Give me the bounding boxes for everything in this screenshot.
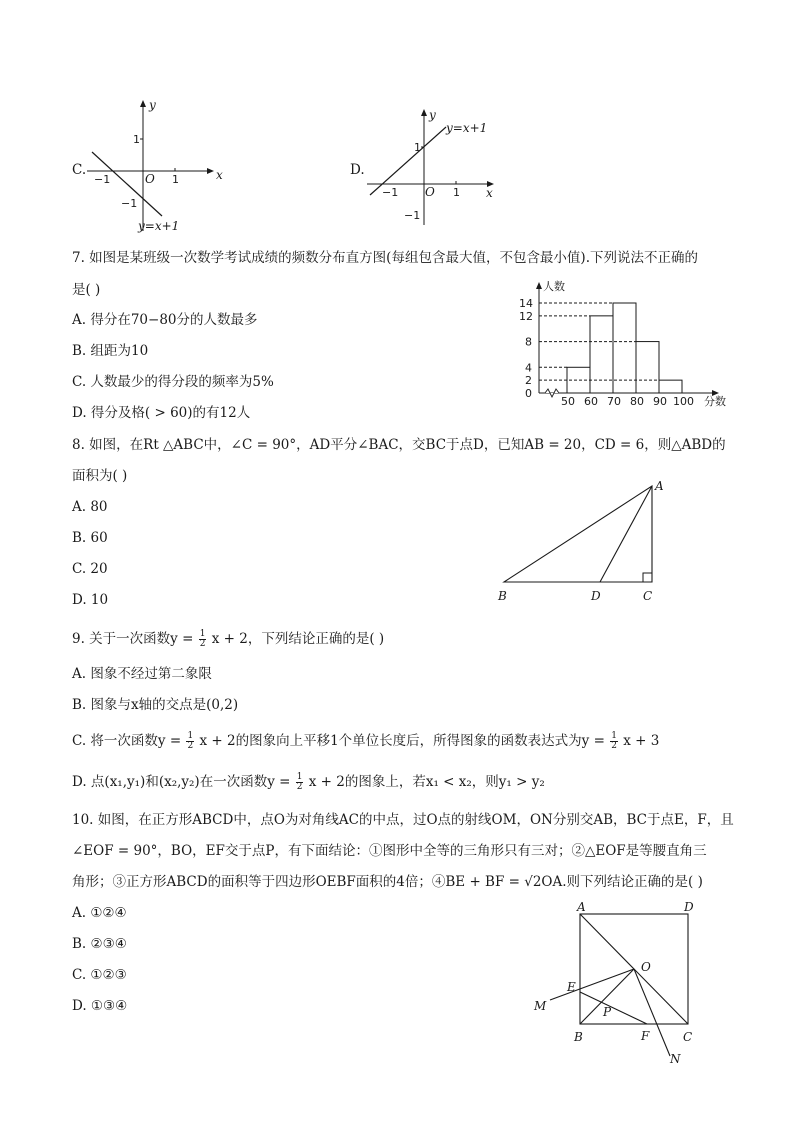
line-label: y=x+1: [138, 219, 180, 233]
fraction-den: 2: [199, 639, 206, 649]
y-axis-label: 人数: [543, 280, 565, 293]
histogram-bar: [613, 303, 636, 393]
q7-histogram: [505, 278, 725, 413]
point-f-label: F: [641, 1029, 650, 1043]
q9-option-a[interactable]: A. 图象不经过第二象限: [72, 666, 212, 682]
fraction-num: 1: [296, 772, 303, 782]
q6-graph-c: [82, 96, 222, 236]
tick-x-pos: 1: [172, 173, 179, 186]
q10-stem-line2: ∠EOF = 90°，BO，EF交于点P，有下面结论：①图形中全等的三角形只有三对；②△EOF是等腰直角三: [72, 843, 707, 859]
q10-stem-line1: 10. 如图，在正方形ABCD中，点O为对角线AC的中点，过O点的射线OM，ON分别交AB，BC于点E，F，且: [72, 812, 734, 828]
fraction: [610, 732, 618, 751]
origin-label: O: [145, 172, 155, 186]
x-axis-label: 分数: [704, 395, 726, 408]
x-tick-label: 100: [673, 395, 694, 408]
q8-option-b[interactable]: B. 60: [72, 530, 108, 546]
q6-option-c-label[interactable]: C.: [72, 162, 87, 178]
q7-stem-line2: 是( ): [72, 282, 101, 298]
tick-y-pos: 1: [414, 141, 421, 154]
point-p-label: P: [603, 1005, 612, 1019]
y-tick-label: 2: [525, 374, 532, 388]
y-tick-label: 14: [519, 297, 533, 310]
q9-option-d[interactable]: [72, 772, 545, 792]
segment-ad: [600, 486, 652, 582]
tick-y-neg: −1: [121, 197, 138, 210]
q9-option-c-post: x + 3: [623, 733, 660, 749]
q10-option-d[interactable]: D. ①③④: [72, 998, 128, 1014]
q10-option-b[interactable]: B. ②③④: [72, 936, 127, 952]
segment-ef: [580, 992, 647, 1024]
fraction: [199, 630, 207, 649]
point-n-label: N: [670, 1052, 681, 1066]
y-axis-arrow: [421, 109, 427, 116]
ray-om: [550, 969, 634, 1000]
q8-stem-line2: 面积为( ): [72, 468, 128, 484]
q10-option-c[interactable]: C. ①②③: [72, 967, 127, 983]
q9-option-c-pre: C. 将一次函数y =: [72, 733, 182, 749]
q8-option-c[interactable]: C. 20: [72, 561, 108, 577]
fraction-num: 1: [611, 731, 617, 741]
ray-on: [634, 969, 670, 1056]
x-tick-label: 60: [584, 395, 598, 408]
tick-x-neg: −1: [382, 186, 399, 199]
x-tick-label: 90: [653, 395, 667, 408]
y-axis-arrow: [536, 282, 542, 289]
right-angle-mark: [643, 573, 652, 582]
fraction: [186, 732, 194, 751]
q10-option-a[interactable]: A. ①②④: [72, 905, 127, 921]
q9-stem-pre: 9. 关于一次函数y =: [72, 631, 194, 647]
y-axis-arrow: [140, 100, 146, 107]
fraction-num: 1: [199, 629, 206, 639]
point-d-label: D: [684, 900, 694, 914]
q7-option-c[interactable]: C. 人数最少的得分段的频率为5%: [72, 374, 274, 390]
x-axis-label: x: [486, 186, 493, 200]
point-a-label: A: [577, 900, 586, 914]
tick-y-neg: −1: [404, 209, 421, 222]
point-b-label: B: [574, 1030, 583, 1044]
q9-stem-post: x + 2，下列结论正确的是( ): [211, 631, 385, 647]
point-a-label: A: [655, 479, 664, 493]
q6-option-d-label[interactable]: D.: [350, 162, 365, 178]
histogram-bar: [636, 342, 659, 393]
q7-stem-line1: 7. 如图是某班级一次数学考试成绩的频数分布直方图(每组包含最大值，不包含最小值).下列说法不正确的: [72, 250, 698, 266]
y-axis-label: y: [429, 108, 436, 122]
point-b-label: B: [498, 589, 507, 603]
histogram-bar: [659, 380, 682, 393]
fraction: [296, 773, 304, 792]
q7-option-a[interactable]: A. 得分在70−80分的人数最多: [72, 312, 258, 328]
q9-stem: [72, 629, 384, 649]
point-d-label: D: [591, 589, 601, 603]
q10-stem-line3: 角形；③正方形ABCD的面积等于四边形OEBF面积的4倍；④BE + BF = √2OA.则下列结论正确的是( ): [72, 874, 703, 890]
triangle-abc: [504, 486, 652, 582]
q8-option-a[interactable]: A. 80: [72, 499, 108, 515]
point-e-label: E: [567, 980, 576, 994]
q9-option-d-post: x + 2的图象上，若x₁ < x₂，则y₁ > y₂: [308, 774, 545, 790]
axis-break: [545, 389, 559, 397]
y-tick-label: 0: [525, 387, 532, 400]
point-o-label: O: [641, 960, 651, 974]
q7-option-d[interactable]: D. 得分及格( > 60)的有12人: [72, 405, 251, 421]
x-tick-label: 70: [607, 395, 621, 408]
q9-option-b[interactable]: B. 图象与x轴的交点是(0,2): [72, 697, 239, 713]
q9-option-c-mid: x + 2的图象向上平移1个单位长度后，所得图象的函数表达式为y =: [199, 733, 605, 749]
fraction-den: 2: [296, 782, 303, 792]
tick-x-neg: −1: [94, 173, 111, 186]
x-axis-label: x: [216, 168, 223, 182]
q7-option-b[interactable]: B. 组距为10: [72, 343, 149, 359]
fraction-num: 1: [187, 731, 194, 741]
point-c-label: C: [643, 589, 653, 603]
x-tick-label: 50: [561, 395, 575, 408]
point-m-label: M: [534, 999, 547, 1013]
tick-y-pos: 1: [133, 133, 140, 146]
q10-square-figure: [530, 898, 720, 1070]
x-tick-label: 80: [630, 395, 644, 408]
q6-graph-d: [362, 105, 502, 235]
fraction-den: 2: [187, 741, 194, 751]
y-axis-label: y: [149, 98, 156, 112]
q8-triangle-figure: [490, 478, 680, 608]
q9-option-d-pre: D. 点(x₁,y₁)和(x₂,y₂)在一次函数y =: [72, 774, 291, 790]
x-axis-arrow: [207, 168, 214, 174]
q8-option-d[interactable]: D. 10: [72, 592, 109, 608]
q9-option-c[interactable]: [72, 731, 659, 751]
origin-label: O: [425, 185, 435, 199]
y-tick-label: 4: [525, 361, 532, 375]
tick-x-pos: 1: [453, 186, 460, 199]
histogram-bar: [590, 316, 613, 393]
point-c-label: C: [683, 1030, 693, 1044]
fraction-den: 2: [611, 741, 617, 751]
line-label: y=x+1: [446, 121, 488, 135]
y-tick-label: 8: [525, 335, 532, 349]
q8-stem-line1: 8. 如图，在Rt △ABC中，∠C = 90°，AD平分∠BAC，交BC于点D，已知AB = 20，CD = 6，则△ABD的: [72, 437, 726, 453]
y-tick-label: 12: [519, 309, 533, 323]
